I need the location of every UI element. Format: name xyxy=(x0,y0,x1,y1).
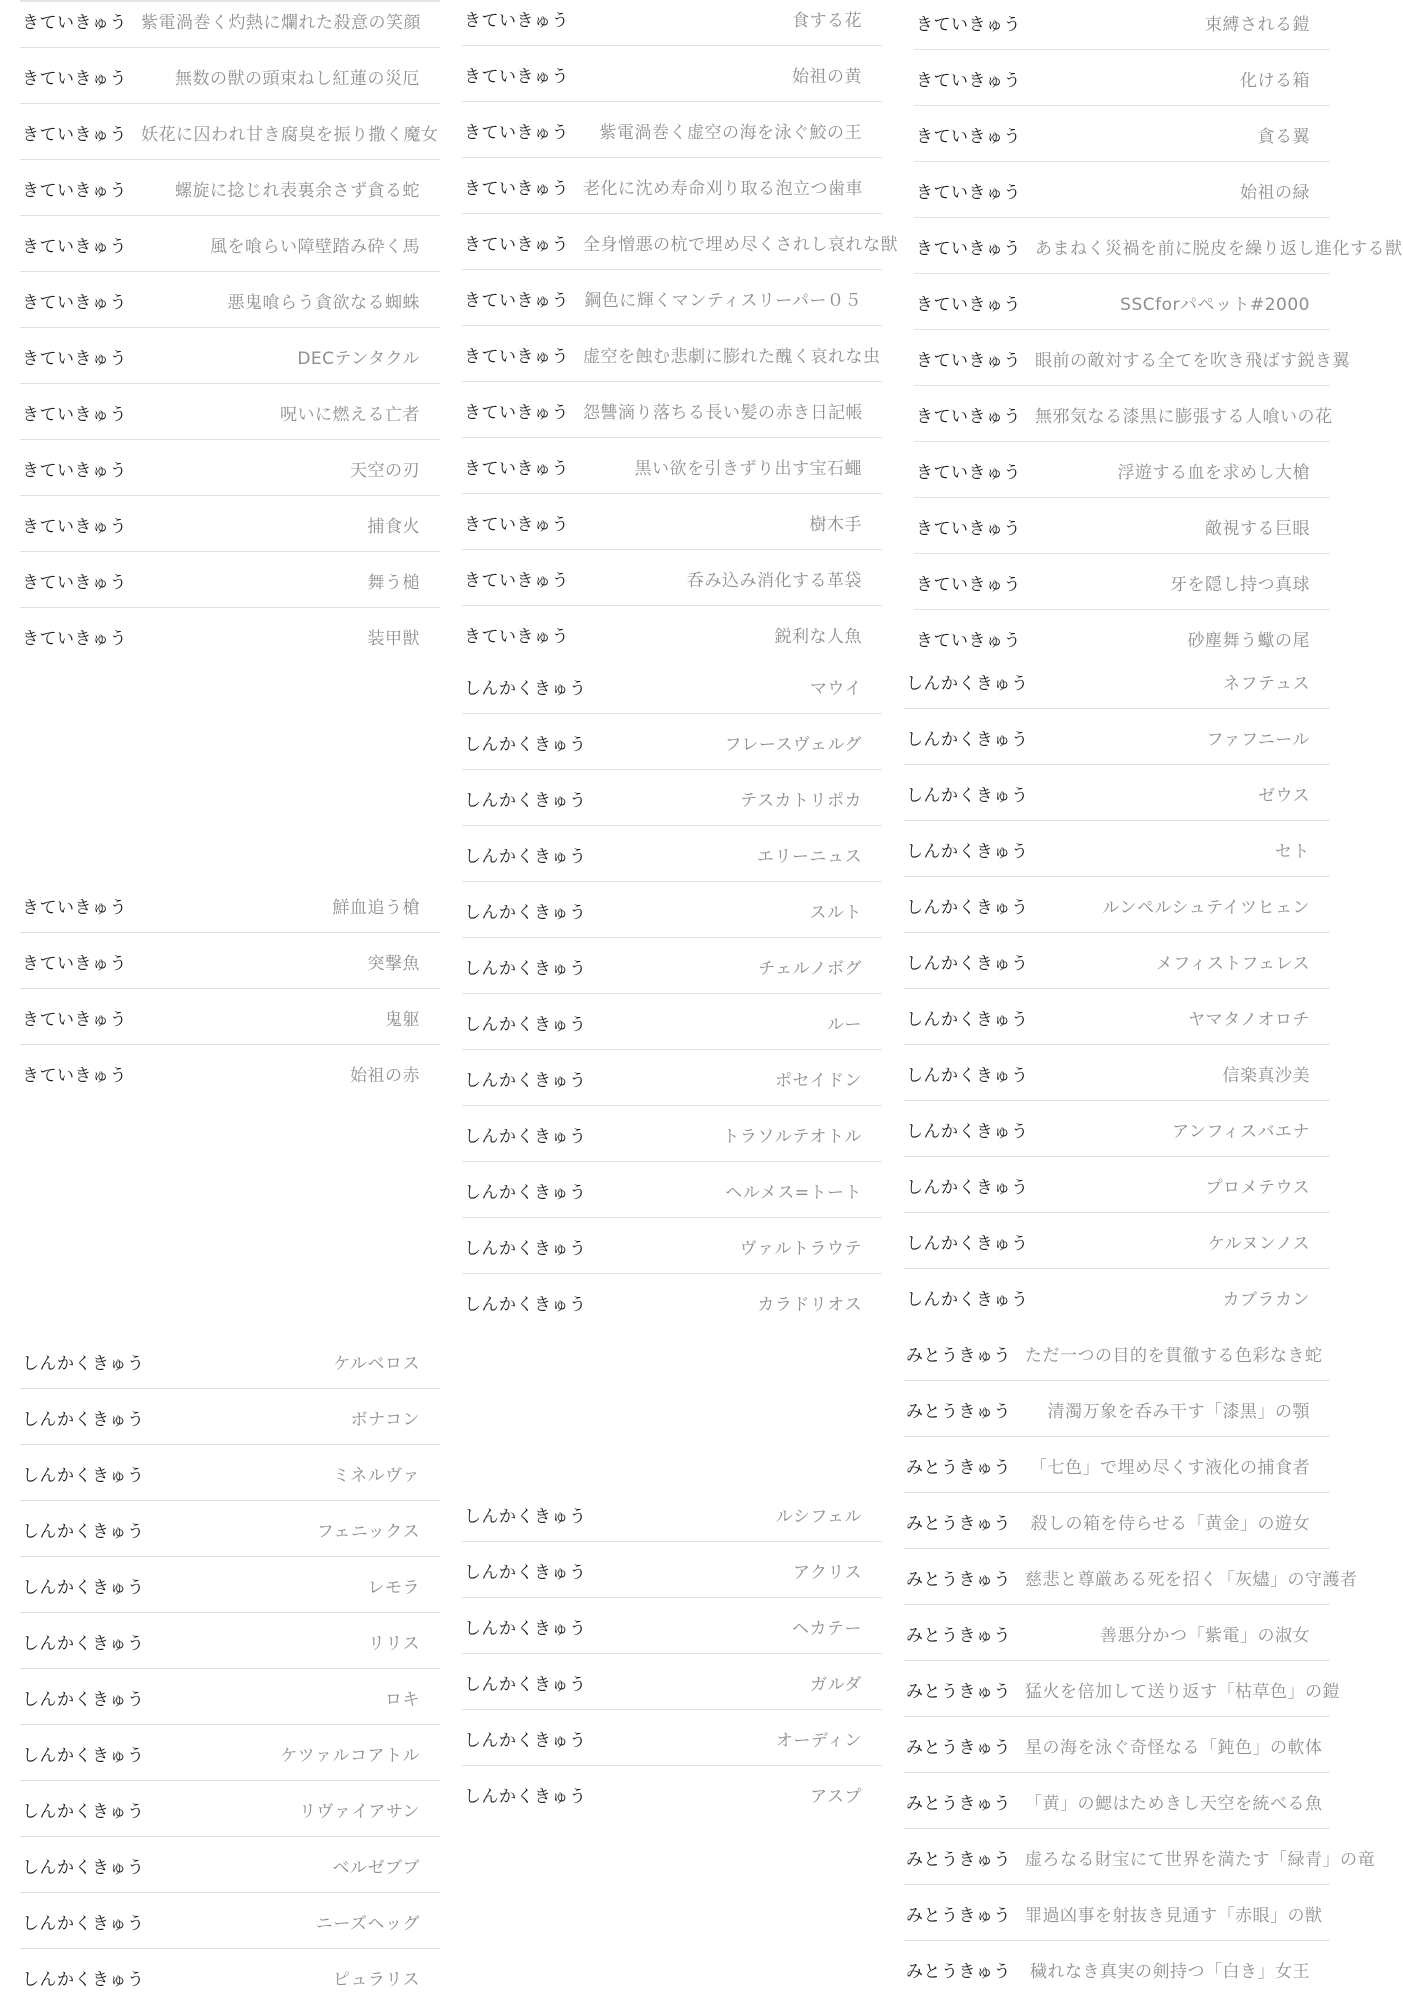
list-item[interactable] xyxy=(904,709,1330,765)
list-item[interactable] xyxy=(914,330,1350,386)
item-name: あまねく災禍を前に脱皮を繰り返し進化する獣 xyxy=(1035,238,1403,259)
list-item[interactable] xyxy=(462,214,898,270)
item-category: きていきゅう xyxy=(464,570,569,591)
item-name: レモラ xyxy=(367,1577,420,1598)
list-item[interactable] xyxy=(20,1389,440,1445)
item-name: アクリス xyxy=(792,1562,862,1583)
list-item[interactable] xyxy=(904,1829,1375,1885)
item-category: きていきゅう xyxy=(22,460,127,481)
item-category: しんかくきゅう xyxy=(906,1233,1029,1254)
item-name: マウイ xyxy=(810,678,862,699)
list-item[interactable] xyxy=(20,1949,440,2005)
item-category: しんかくきゅう xyxy=(22,1409,145,1430)
item-category: しんかくきゅう xyxy=(22,1745,145,1766)
list-item[interactable] xyxy=(462,1106,882,1162)
item-name: 鋭利な人魚 xyxy=(774,626,862,647)
list-item[interactable] xyxy=(20,608,440,664)
item-category: しんかくきゅう xyxy=(464,678,587,699)
list-item[interactable] xyxy=(914,50,1330,106)
item-name: 貪る翼 xyxy=(1257,126,1310,147)
item-name: 鬼躯 xyxy=(385,1009,420,1030)
list-item[interactable] xyxy=(20,328,440,384)
item-name: 妖花に囚われ甘き腐臭を振り撒く魔女 xyxy=(141,124,439,145)
list-item[interactable] xyxy=(914,498,1330,554)
item-name: テスカトリポカ xyxy=(740,790,862,811)
list-item[interactable] xyxy=(904,765,1330,821)
item-category: みとうきゅう xyxy=(906,1457,1011,1478)
list-item[interactable] xyxy=(914,386,1333,442)
list-item[interactable] xyxy=(904,1885,1330,1941)
list-item[interactable] xyxy=(904,877,1330,933)
list-item[interactable] xyxy=(914,162,1330,218)
list-item[interactable] xyxy=(20,216,440,272)
list-item[interactable] xyxy=(462,714,882,770)
item-name: ガルダ xyxy=(810,1674,862,1695)
list-item[interactable] xyxy=(20,1781,440,1837)
item-name: 黒い欲を引きずり出す宝石蠅 xyxy=(634,458,862,479)
item-name: ヘルメス=トート xyxy=(725,1182,862,1203)
list-item[interactable] xyxy=(20,1725,440,1781)
list-item[interactable] xyxy=(462,1162,882,1218)
list-item[interactable] xyxy=(20,989,440,1045)
item-name: 装甲獣 xyxy=(367,628,420,649)
item-category: しんかくきゅう xyxy=(464,790,587,811)
item-name: ニーズヘッグ xyxy=(315,1913,420,1934)
item-category: しんかくきゅう xyxy=(464,902,587,923)
item-category: しんかくきゅう xyxy=(464,1786,587,1807)
list-item[interactable] xyxy=(20,1557,440,1613)
list-item[interactable] xyxy=(462,606,882,662)
item-category: きていきゅう xyxy=(916,238,1021,259)
list-item[interactable] xyxy=(914,442,1330,498)
item-category: しんかくきゅう xyxy=(22,1801,145,1822)
list-item[interactable] xyxy=(20,1669,440,1725)
list-item[interactable] xyxy=(462,1218,882,1274)
item-name: カラドリオス xyxy=(757,1294,862,1315)
item-name: 無邪気なる漆黒に膨張する人喰いの花 xyxy=(1035,406,1333,427)
list-item[interactable] xyxy=(20,1613,440,1669)
list-item[interactable] xyxy=(462,1654,882,1710)
item-category: しんかくきゅう xyxy=(906,897,1029,918)
item-category: きていきゅう xyxy=(22,404,127,425)
item-category: みとうきゅう xyxy=(906,1513,1011,1534)
item-category: しんかくきゅう xyxy=(464,734,587,755)
item-category: きていきゅう xyxy=(916,70,1021,91)
item-name: ただ一つの目的を貫徹する色彩なき蛇 xyxy=(1025,1345,1323,1366)
item-category: しんかくきゅう xyxy=(906,1065,1029,1086)
item-name: 信楽真沙美 xyxy=(1222,1065,1310,1086)
item-category: きていきゅう xyxy=(22,628,127,649)
list-item[interactable] xyxy=(20,160,440,216)
list-item[interactable] xyxy=(462,1542,882,1598)
item-category: きていきゅう xyxy=(464,458,569,479)
list-item[interactable] xyxy=(20,272,440,328)
item-name: 突撃魚 xyxy=(367,953,420,974)
list-item[interactable] xyxy=(20,1893,440,1949)
item-name: ポセイドン xyxy=(775,1070,862,1091)
item-name: ヘカテー xyxy=(792,1618,862,1639)
list-item[interactable] xyxy=(904,1213,1330,1269)
item-name: オーディン xyxy=(775,1730,862,1751)
list-col2-shinka-b xyxy=(462,1486,882,1822)
item-name: 虚空を蝕む悲劇に膨れた醜く哀れな虫 xyxy=(583,346,881,367)
list-item[interactable] xyxy=(462,0,882,46)
item-category: みとうきゅう xyxy=(906,1401,1011,1422)
item-name: カブラカン xyxy=(1222,1289,1310,1310)
item-name: 舞う槌 xyxy=(367,572,420,593)
item-category: しんかくきゅう xyxy=(464,1506,587,1527)
list-item[interactable] xyxy=(462,826,882,882)
list-item[interactable] xyxy=(904,821,1330,877)
item-category: しんかくきゅう xyxy=(22,1577,145,1598)
item-name: 紫電渦巻く虚空の海を泳ぐ鮫の王 xyxy=(599,122,862,143)
list-item[interactable] xyxy=(20,877,440,933)
list-item[interactable] xyxy=(462,770,882,826)
item-name: 眼前の敵対する全てを吹き飛ばす鋭き翼 xyxy=(1035,350,1350,371)
list-item[interactable] xyxy=(904,989,1330,1045)
item-category: しんかくきゅう xyxy=(906,1289,1029,1310)
item-category: きていきゅう xyxy=(916,294,1021,315)
item-category: きていきゅう xyxy=(22,68,127,89)
item-name: 鋼色に輝くマンティスリーパー０５ xyxy=(584,290,862,311)
list-item[interactable] xyxy=(20,933,440,989)
item-category: しんかくきゅう xyxy=(22,1465,145,1486)
item-category: しんかくきゅう xyxy=(464,1014,587,1035)
item-name: 化ける箱 xyxy=(1240,70,1310,91)
item-category: きていきゅう xyxy=(464,66,569,87)
list-item[interactable] xyxy=(904,1549,1358,1605)
list-item[interactable] xyxy=(914,218,1403,274)
item-name: ベルゼブブ xyxy=(332,1857,420,1878)
item-category: しんかくきゅう xyxy=(906,841,1029,862)
item-category: みとうきゅう xyxy=(906,1793,1011,1814)
list-item[interactable] xyxy=(462,382,882,438)
list-item[interactable] xyxy=(462,1710,882,1766)
item-name: ケルベロス xyxy=(333,1353,420,1374)
item-category: しんかくきゅう xyxy=(464,1070,587,1091)
item-category: きていきゅう xyxy=(464,514,569,535)
item-category: きていきゅう xyxy=(916,462,1021,483)
item-category: しんかくきゅう xyxy=(464,958,587,979)
item-category: しんかくきゅう xyxy=(22,1521,145,1542)
item-category: みとうきゅう xyxy=(906,1625,1011,1646)
item-name: 老化に沈め寿命刈り取る泡立つ歯車 xyxy=(583,178,863,199)
item-category: きていきゅう xyxy=(916,350,1021,371)
list-item[interactable] xyxy=(462,158,882,214)
item-name: ルンペルシュテイツヒェン xyxy=(1102,897,1310,918)
item-category: しんかくきゅう xyxy=(906,953,1029,974)
item-category: きていきゅう xyxy=(464,10,569,31)
item-category: みとうきゅう xyxy=(906,1737,1011,1758)
item-category: しんかくきゅう xyxy=(22,1633,145,1654)
list-item[interactable] xyxy=(20,1501,440,1557)
list-item[interactable] xyxy=(20,552,440,608)
item-category: しんかくきゅう xyxy=(464,1238,587,1259)
item-name: チェルノボグ xyxy=(758,958,862,979)
list-item[interactable] xyxy=(462,1274,882,1330)
item-name: 風を喰らい障壁踏み砕く馬 xyxy=(210,236,420,257)
item-category: きていきゅう xyxy=(916,406,1021,427)
list-item[interactable] xyxy=(904,1773,1330,1829)
item-name: ケルヌンノス xyxy=(1207,1233,1310,1254)
item-category: しんかくきゅう xyxy=(464,1126,587,1147)
item-category: しんかくきゅう xyxy=(464,1674,587,1695)
list-item[interactable] xyxy=(904,933,1330,989)
list-item[interactable] xyxy=(914,106,1330,162)
item-category: きていきゅう xyxy=(464,122,569,143)
list-item[interactable] xyxy=(20,1333,440,1389)
item-category: しんかくきゅう xyxy=(464,1618,587,1639)
item-category: きていきゅう xyxy=(22,180,127,201)
list-col1-shinka xyxy=(20,1333,440,2005)
item-category: きていきゅう xyxy=(22,124,127,145)
list-item[interactable] xyxy=(904,1045,1330,1101)
item-name: 螺旋に捻じれ表裏余さず貪る蛇 xyxy=(175,180,420,201)
item-category: きていきゅう xyxy=(916,14,1021,35)
item-category: きていきゅう xyxy=(916,182,1021,203)
item-name: 紫電渦巻く灼熱に爛れた殺意の笑顔 xyxy=(141,12,421,33)
item-category: きていきゅう xyxy=(916,574,1021,595)
item-name: 食する花 xyxy=(792,10,862,31)
item-category: みとうきゅう xyxy=(906,1849,1011,1870)
item-name: リヴァイアサン xyxy=(299,1801,420,1822)
item-name: 牙を隠し持つ真球 xyxy=(1170,574,1310,595)
item-name: アンフィスバエナ xyxy=(1172,1121,1310,1142)
list-item[interactable] xyxy=(462,1766,882,1822)
list-item[interactable] xyxy=(462,494,882,550)
list-item[interactable] xyxy=(20,440,440,496)
item-name: 砂塵舞う蠍の尾 xyxy=(1187,630,1310,651)
item-category: きていきゅう xyxy=(22,516,127,537)
list-item[interactable] xyxy=(20,1837,440,1893)
item-name: 慈悲と尊厳ある死を招く「灰燼」の守護者 xyxy=(1025,1569,1358,1590)
item-category: しんかくきゅう xyxy=(22,1689,145,1710)
item-name: 樹木手 xyxy=(809,514,862,535)
list-item[interactable] xyxy=(904,1437,1330,1493)
list-item[interactable] xyxy=(904,1717,1330,1773)
item-name: スルト xyxy=(809,902,862,923)
item-name: 罪過凶事を射抜き見通す「赤眼」の獣 xyxy=(1025,1905,1323,1926)
item-category: きていきゅう xyxy=(22,236,127,257)
item-name: ルシフェル xyxy=(775,1506,862,1527)
list-item[interactable] xyxy=(462,1598,882,1654)
item-name: 天空の刃 xyxy=(350,460,420,481)
list-col3-kitei xyxy=(914,0,1403,666)
item-category: みとうきゅう xyxy=(906,1961,1011,1982)
item-category: しんかくきゅう xyxy=(464,846,587,867)
item-category: しんかくきゅう xyxy=(22,1353,145,1374)
item-category: きていきゅう xyxy=(916,518,1021,539)
item-category: しんかくきゅう xyxy=(906,673,1029,694)
item-name: 無数の獣の頭束ねし紅蓮の災厄 xyxy=(175,68,420,89)
list-item[interactable] xyxy=(20,0,440,48)
item-category: きていきゅう xyxy=(464,290,569,311)
item-name: ヴァルトラウテ xyxy=(739,1238,862,1259)
item-name: 星の海を泳ぐ奇怪なる「鈍色」の軟体 xyxy=(1025,1737,1323,1758)
list-item[interactable] xyxy=(462,1050,882,1106)
item-name: 鮮血追う槍 xyxy=(332,897,420,918)
list-item[interactable] xyxy=(20,48,440,104)
list-item[interactable] xyxy=(904,1101,1330,1157)
list-item[interactable] xyxy=(462,46,882,102)
item-category: きていきゅう xyxy=(916,630,1021,651)
item-name: リリス xyxy=(367,1633,420,1654)
item-category: みとうきゅう xyxy=(906,1569,1011,1590)
list-item[interactable] xyxy=(462,326,882,382)
item-name: SSCforパペット#2000 xyxy=(1120,294,1310,315)
item-category: きていきゅう xyxy=(464,346,569,367)
list-col1-kitei-b xyxy=(20,877,440,1101)
list-item[interactable] xyxy=(462,550,882,606)
item-name: 「黄」の鰓はためきし天空を統べる魚 xyxy=(1025,1793,1323,1814)
list-item[interactable] xyxy=(904,1269,1330,1325)
list-item[interactable] xyxy=(462,882,882,938)
list-item[interactable] xyxy=(462,938,882,994)
item-name: ヤマタノオロチ xyxy=(1188,1009,1310,1030)
item-name: 穢れなき真実の剣持つ「白き」女王 xyxy=(1030,1961,1310,1982)
item-category: きていきゅう xyxy=(464,234,569,255)
list-col2-shinka-a xyxy=(462,658,882,1330)
item-category: きていきゅう xyxy=(464,626,569,647)
item-category: しんかくきゅう xyxy=(906,1177,1029,1198)
item-category: きていきゅう xyxy=(916,126,1021,147)
list-item[interactable] xyxy=(462,270,882,326)
list-col1-kitei-a xyxy=(20,0,440,664)
item-name: 呪いに燃える亡者 xyxy=(280,404,420,425)
item-name: 敵視する巨眼 xyxy=(1205,518,1310,539)
item-name: メフィストフェレス xyxy=(1155,953,1310,974)
item-name: 呑み込み消化する革袋 xyxy=(687,570,862,591)
item-category: きていきゅう xyxy=(22,572,127,593)
item-category: きていきゅう xyxy=(22,897,127,918)
list-item[interactable] xyxy=(20,1445,440,1501)
item-name: ルー xyxy=(827,1014,862,1035)
item-name: 浮遊する血を求めし大槍 xyxy=(1117,462,1310,483)
list-item[interactable] xyxy=(914,274,1330,330)
item-category: きていきゅう xyxy=(22,348,127,369)
item-name: 全身憎悪の杭で埋め尽くされし哀れな獣 xyxy=(583,234,898,255)
item-name: 捕食火 xyxy=(367,516,420,537)
item-category: しんかくきゅう xyxy=(906,729,1029,750)
list-item[interactable] xyxy=(904,1661,1340,1717)
item-category: きていきゅう xyxy=(22,1065,127,1086)
list-item[interactable] xyxy=(462,1486,882,1542)
item-category: きていきゅう xyxy=(22,1009,127,1030)
list-item[interactable] xyxy=(904,1157,1330,1213)
list-item[interactable] xyxy=(904,1493,1330,1549)
item-category: しんかくきゅう xyxy=(22,1969,145,1990)
item-name: ピュラリス xyxy=(332,1969,420,1990)
item-name: ネフテュス xyxy=(1223,673,1310,694)
item-name: 始祖の緑 xyxy=(1240,182,1310,203)
item-name: 束縛される鎧 xyxy=(1205,14,1310,35)
item-category: きていきゅう xyxy=(464,178,569,199)
item-name: アスプ xyxy=(810,1786,862,1807)
item-category: きていきゅう xyxy=(22,292,127,313)
item-category: しんかくきゅう xyxy=(906,1009,1029,1030)
list-item[interactable] xyxy=(904,1605,1330,1661)
item-name: 始祖の赤 xyxy=(350,1065,420,1086)
item-name: 始祖の黄 xyxy=(792,66,862,87)
item-category: きていきゅう xyxy=(22,953,127,974)
list-item[interactable] xyxy=(462,994,882,1050)
list-col3-mitou xyxy=(904,1325,1375,1997)
item-category: しんかくきゅう xyxy=(464,1182,587,1203)
list-item[interactable] xyxy=(462,438,882,494)
list-item[interactable] xyxy=(914,0,1330,50)
item-category: しんかくきゅう xyxy=(22,1857,145,1878)
item-name: 虚ろなる財宝にて世界を満たす「緑青」の竜 xyxy=(1025,1849,1375,1870)
item-name: フレースヴェルグ xyxy=(724,734,862,755)
list-col3-shinka xyxy=(904,653,1330,1325)
item-name: 「七色」で埋め尽くす液化の捕食者 xyxy=(1030,1457,1310,1478)
item-name: 悪鬼喰らう貪欲なる蜘蛛 xyxy=(227,292,420,313)
list-item[interactable] xyxy=(914,554,1330,610)
list-item[interactable] xyxy=(20,496,440,552)
list-item[interactable] xyxy=(462,658,882,714)
item-category: みとうきゅう xyxy=(906,1681,1011,1702)
item-name: 清濁万象を呑み干す「漆黒」の顎 xyxy=(1047,1401,1310,1422)
item-name: ボナコン xyxy=(350,1409,420,1430)
item-category: きていきゅう xyxy=(22,12,127,33)
item-category: しんかくきゅう xyxy=(22,1913,145,1934)
list-item[interactable] xyxy=(20,1045,440,1101)
list-item[interactable] xyxy=(904,1381,1330,1437)
item-name: ファフニール xyxy=(1206,729,1310,750)
item-category: しんかくきゅう xyxy=(906,785,1029,806)
item-name: DECテンタクル xyxy=(297,348,420,369)
list-item[interactable] xyxy=(904,653,1330,709)
item-category: しんかくきゅう xyxy=(464,1730,587,1751)
list-item[interactable] xyxy=(462,102,882,158)
item-category: しんかくきゅう xyxy=(464,1294,587,1315)
list-item[interactable] xyxy=(904,1325,1330,1381)
item-name: セト xyxy=(1275,841,1310,862)
item-category: しんかくきゅう xyxy=(464,1562,587,1583)
item-name: ミネルヴァ xyxy=(332,1465,420,1486)
item-category: きていきゅう xyxy=(464,402,569,423)
item-name: エリーニュス xyxy=(757,846,862,867)
list-item[interactable] xyxy=(20,104,440,160)
item-name: トラソルテオトル xyxy=(722,1126,862,1147)
item-name: ゼウス xyxy=(1258,785,1310,806)
item-name: 善悪分かつ「紫電」の淑女 xyxy=(1100,1625,1310,1646)
list-col2-kitei xyxy=(462,0,898,662)
item-name: 殺しの箱を侍らせる「黄金」の遊女 xyxy=(1030,1513,1310,1534)
item-category: みとうきゅう xyxy=(906,1345,1011,1366)
item-name: 猛火を倍加して送り返す「枯草色」の鎧 xyxy=(1025,1681,1340,1702)
item-name: フェニックス xyxy=(316,1521,420,1542)
item-name: 怨讐滴り落ちる長い髪の赤き日記帳 xyxy=(583,402,863,423)
list-item[interactable] xyxy=(20,384,440,440)
item-name: プロメテウス xyxy=(1205,1177,1310,1198)
item-category: みとうきゅう xyxy=(906,1905,1011,1926)
item-category: しんかくきゅう xyxy=(906,1121,1029,1142)
list-item[interactable] xyxy=(904,1941,1330,1997)
item-name: ケツァルコアトル xyxy=(280,1745,420,1766)
item-name: ロキ xyxy=(385,1689,420,1710)
